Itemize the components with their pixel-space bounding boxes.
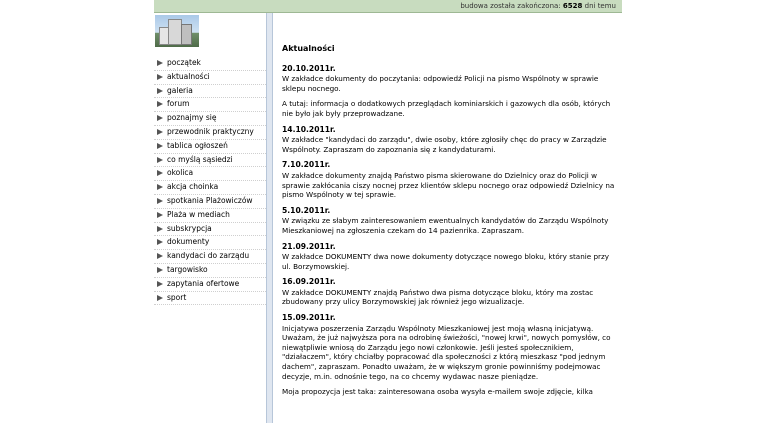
arrow-right-icon <box>157 101 163 107</box>
arrow-right-icon <box>157 226 163 232</box>
building-shape <box>181 24 192 45</box>
arrow-right-icon <box>157 184 163 190</box>
nav-item-label: sport <box>167 292 187 302</box>
nav-item-label: przewodnik praktyczny <box>167 126 254 136</box>
news-item <box>282 125 618 155</box>
nav-item[interactable] <box>154 181 266 195</box>
nav-item-label: aktualności <box>167 71 210 81</box>
news-text: W zakładce DOKUMENTY dwa nowe dokumenty dotyczące nowego bloku, który stanie przy ul. Borzymowskiej. <box>282 252 609 271</box>
nav-item[interactable] <box>154 71 266 85</box>
arrow-right-icon <box>157 170 163 176</box>
page-title: Aktualności <box>282 44 335 53</box>
nav-item-label: tablica ogłoszeń <box>167 140 228 150</box>
arrow-right-icon <box>157 74 163 80</box>
arrow-right-icon <box>157 143 163 149</box>
news-date: 14.10.2011r. <box>282 124 336 134</box>
news-item <box>282 64 618 119</box>
nav-item[interactable] <box>154 223 266 237</box>
status-suffix: dni temu <box>584 2 616 10</box>
nav-item-label: spotkania Plażowiczów <box>167 195 253 205</box>
arrow-right-icon <box>157 115 163 121</box>
nav-item-label: poznajmy się <box>167 113 217 123</box>
arrow-right-icon <box>157 129 163 135</box>
building-shape <box>168 19 182 45</box>
arrow-right-icon <box>157 267 163 273</box>
nav-item[interactable] <box>154 57 266 71</box>
news-date: 21.09.2011r. <box>282 241 336 251</box>
news-text: W związku ze słabym zainteresowaniem ewentualnych kandydatów do Zarządu Wspólnoty Mieszkaniowej na zgłoszenia czekam do 14 pazienrika. Zapraszam. <box>282 216 609 235</box>
news-item <box>282 160 618 199</box>
arrow-right-icon <box>157 239 163 245</box>
arrow-right-icon <box>157 281 163 287</box>
status-bar <box>154 0 622 13</box>
news-date: 16.09.2011r. <box>282 277 336 287</box>
nav-item-label: początek <box>167 58 201 67</box>
sidebar <box>154 13 266 423</box>
nav-item[interactable] <box>154 85 266 99</box>
nav-item-label: Plaża w mediach <box>167 209 230 219</box>
construction-status <box>460 1 616 11</box>
arrow-right-icon <box>157 88 163 94</box>
news-text: Moja propozycja jest taka: zainteresowana osoba wysyła e-mailem swoje zdjęcie, kilka <box>282 387 593 397</box>
nav-item-label: zapytania ofertowe <box>167 278 240 288</box>
arrow-right-icon <box>157 198 163 204</box>
news-text: A tutaj: informacja o dodatkowych przeglądach kominiarskich i gazowych dla osób, których nie było jak były przeprowadzane. <box>282 99 611 118</box>
news-text: W zakładce DOKUMENTY znajdą Państwo dwa pisma dotyczące bloku, który ma zostac zbudowany przy ulicy Borzymowskiej jak również jego wizualizacje. <box>282 287 594 307</box>
nav-item-label: co myślą sąsiedzi <box>167 154 233 164</box>
status-days: 6528 <box>562 2 583 10</box>
news-item <box>282 206 618 236</box>
news-item <box>282 277 618 307</box>
nav-item[interactable] <box>154 140 266 154</box>
nav-item[interactable] <box>154 209 266 223</box>
news-date: 5.10.2011r. <box>282 205 331 215</box>
nav-item[interactable] <box>154 278 266 292</box>
nav-item-label: galeria <box>167 85 193 95</box>
page-container <box>154 0 622 423</box>
arrow-right-icon <box>157 253 163 259</box>
nav-item-label: targowisko <box>167 264 208 274</box>
nav-item-label: forum <box>167 99 190 109</box>
news-text: W zakładce dokumenty znajdą Państwo pisma skierowane do Dzielnicy oraz do Policji w sprawie zakłócania ciszy nocnej przez klientów sklepu nocnego oraz odpowiedź Dzielnicy na pismo Wspólnoty w tej sprawie. <box>282 170 615 200</box>
nav-item[interactable] <box>154 264 266 278</box>
nav-item-label: okolica <box>167 168 194 178</box>
news-item <box>282 313 618 397</box>
nav-item[interactable] <box>154 292 266 306</box>
news-item <box>282 242 618 272</box>
nav-item[interactable] <box>154 236 266 250</box>
news-text: W zakładce dokumenty do poczytania: odpowiedź Policji na pismo Wspólnoty w sprawie sklepu nocnego. <box>282 74 599 93</box>
news-date: 15.09.2011r. <box>282 313 336 323</box>
status-label: budowa została zakończona: <box>460 2 561 10</box>
nav-item-label: subskrypcja <box>167 223 212 233</box>
nav-item-label: kandydaci do zarządu <box>167 251 250 261</box>
arrow-right-icon <box>157 295 163 301</box>
main-content <box>280 13 618 423</box>
news-text: W zakładce "kandydaci do zarządu", dwie osoby, które zgłosiły chęc do pracy w Zarządzie Wspólnoty. Zapraszam do zapoznania się z kandydaturami. <box>282 135 607 154</box>
nav-item[interactable] <box>154 112 266 126</box>
nav-item[interactable] <box>154 167 266 181</box>
nav-item[interactable] <box>154 154 266 168</box>
nav-item[interactable] <box>154 250 266 264</box>
arrow-right-icon <box>157 212 163 218</box>
nav-item[interactable] <box>154 195 266 209</box>
nav-item-label: dokumenty <box>167 237 210 247</box>
news-list <box>280 64 618 397</box>
building-logo[interactable] <box>155 15 199 47</box>
news-text: Inicjatywa poszerzenia Zarządu Wspólnoty Mieszkaniowej jest moją własną inicjatywą. Uważam, że już najwyższa pora na odrobinę świeżości, "nowej krwi", nowych pomysłów, co niewątpliwie wniosą do Zarządu jego nowi członkowie. Jeśli jesteś społecznikiem, "działaczem", który chciałby popracować dla społeczności z którą mieszkasz "pod jednym dachem", zapraszam. Ponadto uważam, że w większym gronie powinniśmy podejmowac decyzje, m.in. odnośnie tego, na co chcemy wydawac nasze pieniądze. <box>282 323 611 381</box>
arrow-right-icon <box>157 157 163 163</box>
nav-item-label: akcja choinka <box>167 182 219 192</box>
news-date: 20.10.2011r. <box>282 63 336 73</box>
nav-item[interactable] <box>154 98 266 112</box>
nav-item[interactable] <box>154 126 266 140</box>
news-date: 7.10.2011r. <box>282 160 331 170</box>
main-nav <box>154 57 266 305</box>
arrow-right-icon <box>157 60 163 66</box>
column-divider <box>266 13 273 423</box>
